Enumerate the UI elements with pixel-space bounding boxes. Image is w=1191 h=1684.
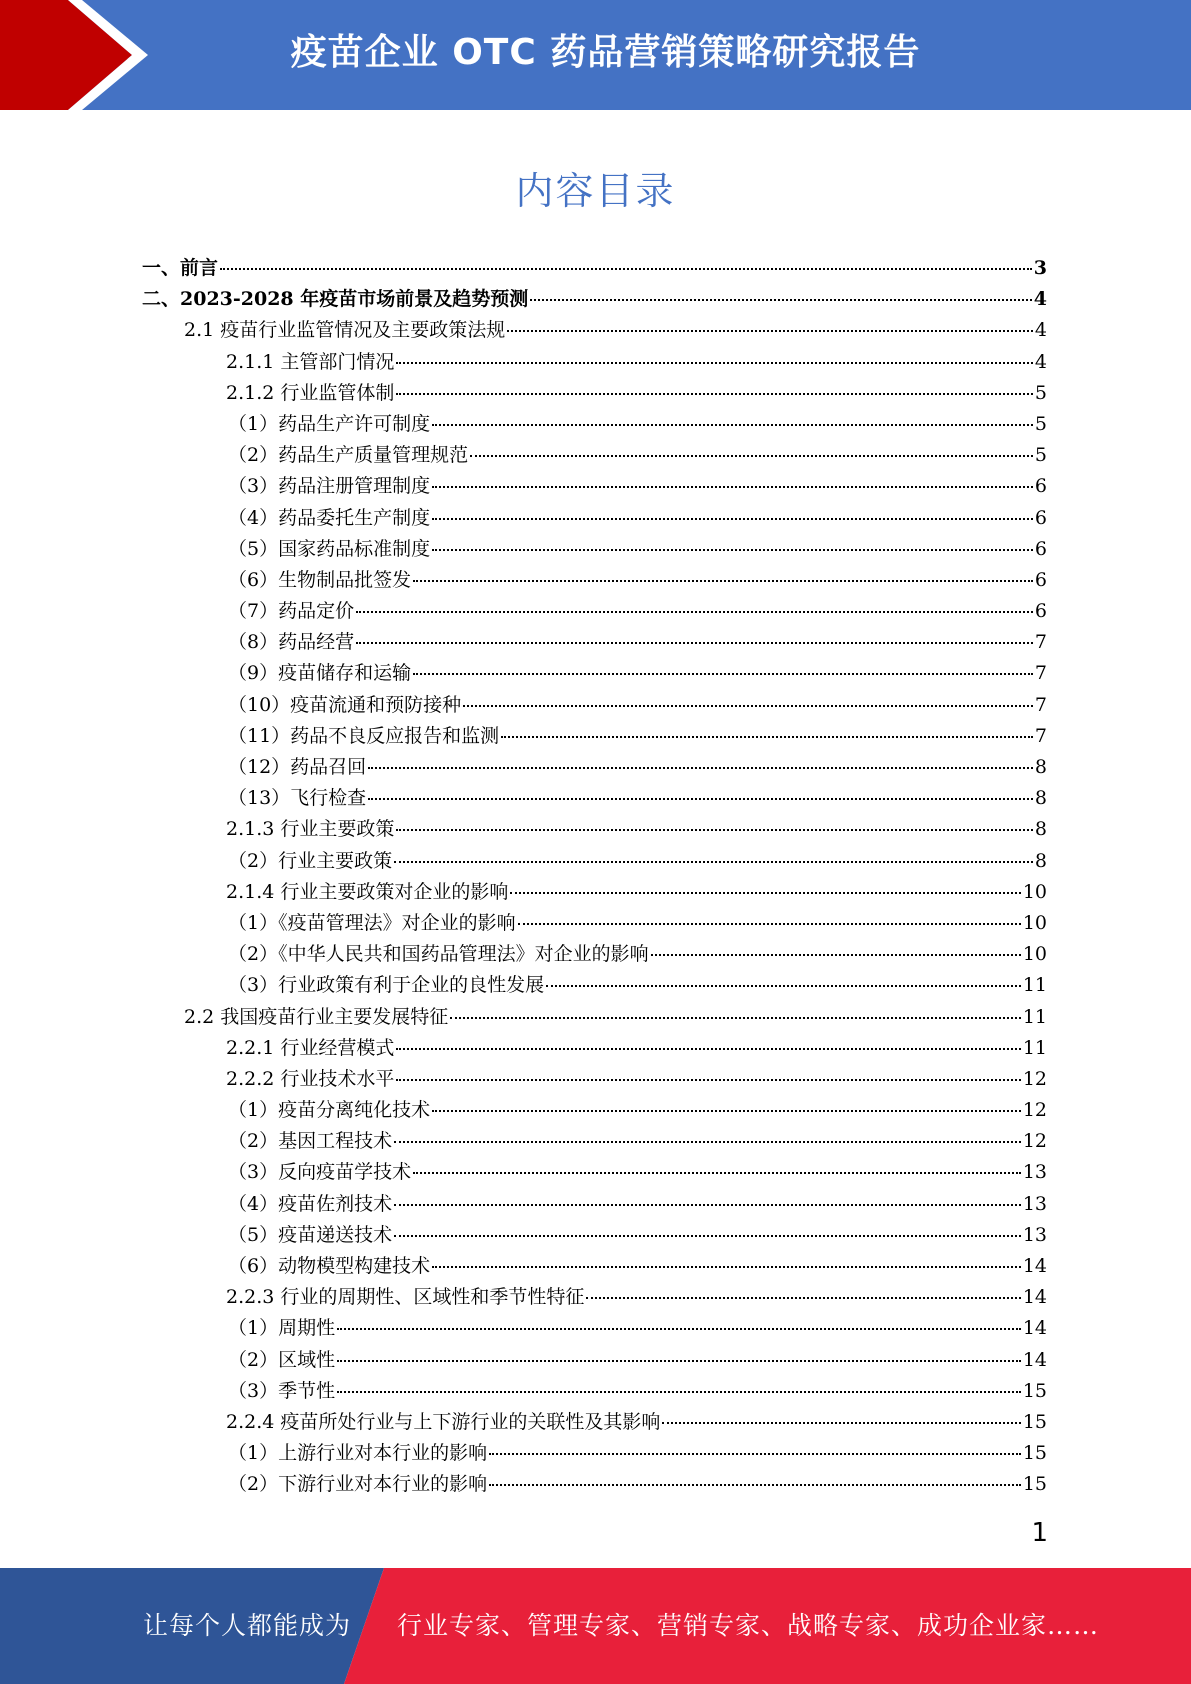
toc-entry-page: 11 xyxy=(1022,1036,1047,1059)
toc-entry[interactable] xyxy=(142,1157,1047,1188)
toc-dot-leader xyxy=(368,767,1033,769)
toc-dot-leader xyxy=(463,705,1033,707)
toc-entry[interactable] xyxy=(142,1469,1047,1500)
toc-entry[interactable] xyxy=(142,970,1047,1001)
toc-entry-label: 2.1.1 主管部门情况 xyxy=(226,350,395,373)
toc-dot-leader xyxy=(489,1484,1021,1486)
toc-entry-page: 10 xyxy=(1022,943,1047,966)
toc-entry-label: （2）基因工程技术 xyxy=(228,1130,393,1153)
toc-dot-leader xyxy=(432,1110,1021,1112)
toc-entry-page: 6 xyxy=(1034,506,1047,529)
toc-entry[interactable] xyxy=(142,1376,1047,1407)
toc-entry-label: （12）药品召回 xyxy=(228,756,367,778)
toc-entry[interactable] xyxy=(142,596,1047,627)
toc-entry-page: 6 xyxy=(1034,475,1047,498)
toc-dot-leader xyxy=(413,580,1033,582)
toc-dot-leader xyxy=(518,923,1021,925)
toc-entry-page: 7 xyxy=(1034,662,1047,685)
toc-entry-page: 4 xyxy=(1033,288,1047,311)
toc-dot-leader xyxy=(470,455,1033,457)
toc-entry-page: 10 xyxy=(1022,880,1047,903)
toc-entry[interactable] xyxy=(142,284,1047,315)
toc-entry-page: 8 xyxy=(1034,818,1047,841)
toc-dot-leader xyxy=(356,611,1033,613)
toc-dot-leader xyxy=(450,1017,1021,1019)
report-title: 疫苗企业 OTC 药品营销策略研究报告 xyxy=(290,32,921,73)
toc-entry[interactable] xyxy=(142,253,1047,284)
toc-entry-page: 13 xyxy=(1022,1161,1047,1184)
toc-entry-label: 2.2 我国疫苗行业主要发展特征 xyxy=(184,1005,449,1028)
toc-entry[interactable] xyxy=(142,1095,1047,1126)
toc-entry[interactable] xyxy=(142,1251,1047,1282)
toc-dot-leader xyxy=(368,798,1033,800)
toc-dot-leader xyxy=(394,1141,1021,1143)
toc-entry-label: （3）行业政策有利于企业的良性发展 xyxy=(228,974,545,997)
toc-entry[interactable] xyxy=(142,503,1047,534)
toc-entry[interactable] xyxy=(142,440,1047,471)
toc-dot-leader xyxy=(396,1079,1020,1081)
toc-entry[interactable] xyxy=(142,534,1047,565)
toc-entry-label: （1）上游行业对本行业的影响 xyxy=(228,1442,488,1465)
toc-entry-page: 14 xyxy=(1022,1348,1047,1371)
toc-entry[interactable] xyxy=(142,783,1047,814)
toc-entry-label: （13）飞行检查 xyxy=(228,787,367,810)
toc-entry-label: （3）反向疫苗学技术 xyxy=(228,1161,412,1184)
toc-entry-page: 7 xyxy=(1034,724,1047,747)
toc-entry-label: （10）疫苗流通和预防接种 xyxy=(228,693,462,716)
toc-entry-page: 6 xyxy=(1034,537,1047,560)
toc-entry-page: 10 xyxy=(1022,911,1047,934)
toc-entry-page: 12 xyxy=(1022,1099,1047,1122)
footer-slogan-left: 让每个人都能成为 xyxy=(143,1611,352,1640)
toc-entry-page: 14 xyxy=(1022,1255,1047,1277)
toc-entry[interactable] xyxy=(142,1345,1047,1376)
toc-dot-leader xyxy=(220,268,1032,270)
toc-entry-page: 12 xyxy=(1022,1067,1047,1090)
toc-entry[interactable] xyxy=(142,1064,1047,1095)
toc-entry-label: （7）药品定价 xyxy=(228,600,355,623)
toc-dot-leader xyxy=(396,362,1033,364)
toc-entry-page: 14 xyxy=(1022,1317,1047,1340)
toc-entry[interactable] xyxy=(142,1189,1047,1220)
toc-entry-label: 2.1.3 行业主要政策 xyxy=(226,818,395,841)
toc-entry-label: 2.1.2 行业监管体制 xyxy=(226,381,395,404)
toc-dot-leader xyxy=(432,424,1033,426)
toc-entry-page: 6 xyxy=(1034,568,1047,591)
toc-entry-label: （8）药品经营 xyxy=(228,631,355,654)
toc-entry-page: 14 xyxy=(1022,1286,1047,1309)
toc-entry[interactable] xyxy=(142,939,1047,970)
toc-entry-page: 5 xyxy=(1034,381,1047,404)
toc-entry-label: 2.2.2 行业技术水平 xyxy=(226,1067,395,1090)
toc-entry-page: 13 xyxy=(1022,1192,1047,1215)
toc-entry-label: （4）药品委托生产制度 xyxy=(228,506,431,529)
toc-entry[interactable] xyxy=(142,877,1047,908)
toc-entry-page: 15 xyxy=(1022,1442,1047,1465)
toc-entry[interactable] xyxy=(142,1438,1047,1469)
toc-dot-leader xyxy=(586,1297,1020,1299)
toc-dot-leader xyxy=(501,736,1033,738)
toc-entry-label: 2.1.4 行业主要政策对企业的影响 xyxy=(226,880,509,903)
toc-dot-leader xyxy=(432,1266,1021,1268)
toc-entry[interactable] xyxy=(142,1407,1047,1438)
toc-entry[interactable] xyxy=(142,409,1047,440)
toc-dot-leader xyxy=(337,1360,1021,1362)
toc-entry-label: （1）《疫苗管理法》对企业的影响 xyxy=(228,911,516,934)
toc-entry[interactable] xyxy=(142,315,1047,346)
toc-dot-leader xyxy=(489,1453,1021,1455)
toc-dot-leader xyxy=(356,642,1033,644)
table-of-contents xyxy=(142,253,1047,1501)
toc-entry-label: （2）下游行业对本行业的影响 xyxy=(228,1473,488,1496)
toc-entry-page: 12 xyxy=(1022,1130,1047,1153)
toc-entry[interactable] xyxy=(142,1033,1047,1064)
toc-entry[interactable] xyxy=(142,814,1047,845)
toc-entry[interactable] xyxy=(142,690,1047,721)
toc-entry[interactable] xyxy=(142,1282,1047,1313)
toc-entry-page: 15 xyxy=(1022,1379,1047,1402)
toc-entry-page: 6 xyxy=(1034,600,1047,623)
toc-entry-label: （2）《中华人民共和国药品管理法》对企业的影响 xyxy=(228,943,649,966)
toc-entry-page: 7 xyxy=(1034,631,1047,654)
toc-entry-page: 3 xyxy=(1033,257,1047,279)
toc-entry-page: 5 xyxy=(1034,412,1047,435)
toc-entry[interactable] xyxy=(142,1126,1047,1157)
toc-dot-leader xyxy=(396,829,1033,831)
toc-entry-label: （1）疫苗分离纯化技术 xyxy=(228,1099,431,1122)
toc-dot-leader xyxy=(394,1204,1021,1206)
toc-dot-leader xyxy=(337,1328,1021,1330)
toc-entry-label: （2）行业主要政策 xyxy=(228,849,393,872)
toc-entry-page: 8 xyxy=(1034,787,1047,810)
toc-dot-leader xyxy=(394,861,1033,863)
toc-dot-leader xyxy=(662,1422,1020,1424)
toc-entry-page: 11 xyxy=(1022,1005,1047,1028)
toc-entry[interactable] xyxy=(142,1002,1047,1033)
toc-entry[interactable] xyxy=(142,347,1047,378)
header-band xyxy=(0,0,1191,110)
toc-entry-page: 4 xyxy=(1034,319,1047,342)
toc-entry-label: （9）疫苗储存和运输 xyxy=(228,662,412,685)
toc-dot-leader xyxy=(396,393,1033,395)
toc-entry-page: 8 xyxy=(1034,849,1047,872)
toc-entry-page: 15 xyxy=(1022,1473,1047,1496)
toc-entry-label: （5）国家药品标准制度 xyxy=(228,537,431,560)
toc-entry[interactable] xyxy=(142,658,1047,689)
toc-entry-label: （6）生物制品批签发 xyxy=(228,568,412,591)
toc-dot-leader xyxy=(510,892,1020,894)
toc-entry-label: 2.2.1 行业经营模式 xyxy=(226,1036,395,1059)
toc-entry-label: 2.1 疫苗行业监管情况及主要政策法规 xyxy=(184,319,506,342)
toc-entry[interactable] xyxy=(142,471,1047,502)
toc-entry-label: （1）药品生产许可制度 xyxy=(228,412,431,435)
toc-dot-leader xyxy=(651,954,1021,956)
toc-entry-label: （3）季节性 xyxy=(228,1379,336,1402)
toc-entry-page: 5 xyxy=(1034,444,1047,467)
toc-entry-page: 11 xyxy=(1022,974,1047,997)
toc-entry-label: 二、2023-2028 年疫苗市场前景及趋势预测 xyxy=(142,288,529,311)
toc-entry-label: 2.2.3 行业的周期性、区域性和季节性特征 xyxy=(226,1286,585,1309)
toc-entry-label: （2）药品生产质量管理规范 xyxy=(228,444,469,467)
toc-heading: 内容目录 xyxy=(515,169,676,213)
toc-dot-leader xyxy=(394,1235,1021,1237)
toc-entry-label: （1）周期性 xyxy=(228,1317,336,1340)
toc-entry-page: 4 xyxy=(1034,350,1047,373)
toc-dot-leader xyxy=(413,673,1033,675)
toc-entry[interactable] xyxy=(142,721,1047,752)
toc-dot-leader xyxy=(546,985,1021,987)
toc-dot-leader xyxy=(432,518,1033,520)
toc-entry[interactable] xyxy=(142,846,1047,877)
footer-slogan-right: 行业专家、管理专家、营销专家、战略专家、成功企业家…… xyxy=(397,1611,1100,1640)
toc-dot-leader xyxy=(413,1172,1021,1174)
toc-entry[interactable] xyxy=(142,1313,1047,1344)
page-number: 1 xyxy=(1031,1518,1048,1548)
toc-entry-label: （2）区域性 xyxy=(228,1348,336,1371)
toc-entry-page: 15 xyxy=(1022,1410,1047,1433)
toc-entry[interactable] xyxy=(142,752,1047,783)
toc-dot-leader xyxy=(337,1391,1021,1393)
toc-entry-label: （3）药品注册管理制度 xyxy=(228,475,431,498)
footer-band xyxy=(0,1568,1191,1684)
toc-entry-label: 2.2.4 疫苗所处行业与上下游行业的关联性及其影响 xyxy=(226,1410,661,1433)
toc-dot-leader xyxy=(396,1048,1020,1050)
toc-dot-leader xyxy=(432,486,1033,488)
toc-entry[interactable] xyxy=(142,378,1047,409)
toc-entry-page: 7 xyxy=(1034,693,1047,716)
toc-dot-leader xyxy=(432,549,1033,551)
toc-entry-page: 13 xyxy=(1022,1223,1047,1246)
toc-entry[interactable] xyxy=(142,1220,1047,1251)
toc-dot-leader xyxy=(507,330,1033,332)
toc-entry[interactable] xyxy=(142,908,1047,939)
toc-entry-label: （4）疫苗佐剂技术 xyxy=(228,1192,393,1215)
toc-dot-leader xyxy=(530,299,1032,301)
toc-entry-label: （11）药品不良反应报告和监测 xyxy=(228,724,500,747)
toc-entry-page: 8 xyxy=(1034,756,1047,778)
toc-entry-label: （5）疫苗递送技术 xyxy=(228,1223,393,1246)
toc-entry-label: 一、前言 xyxy=(142,257,219,279)
toc-entry[interactable] xyxy=(142,627,1047,658)
toc-entry-label: （6）动物模型构建技术 xyxy=(228,1255,431,1277)
toc-entry[interactable] xyxy=(142,565,1047,596)
